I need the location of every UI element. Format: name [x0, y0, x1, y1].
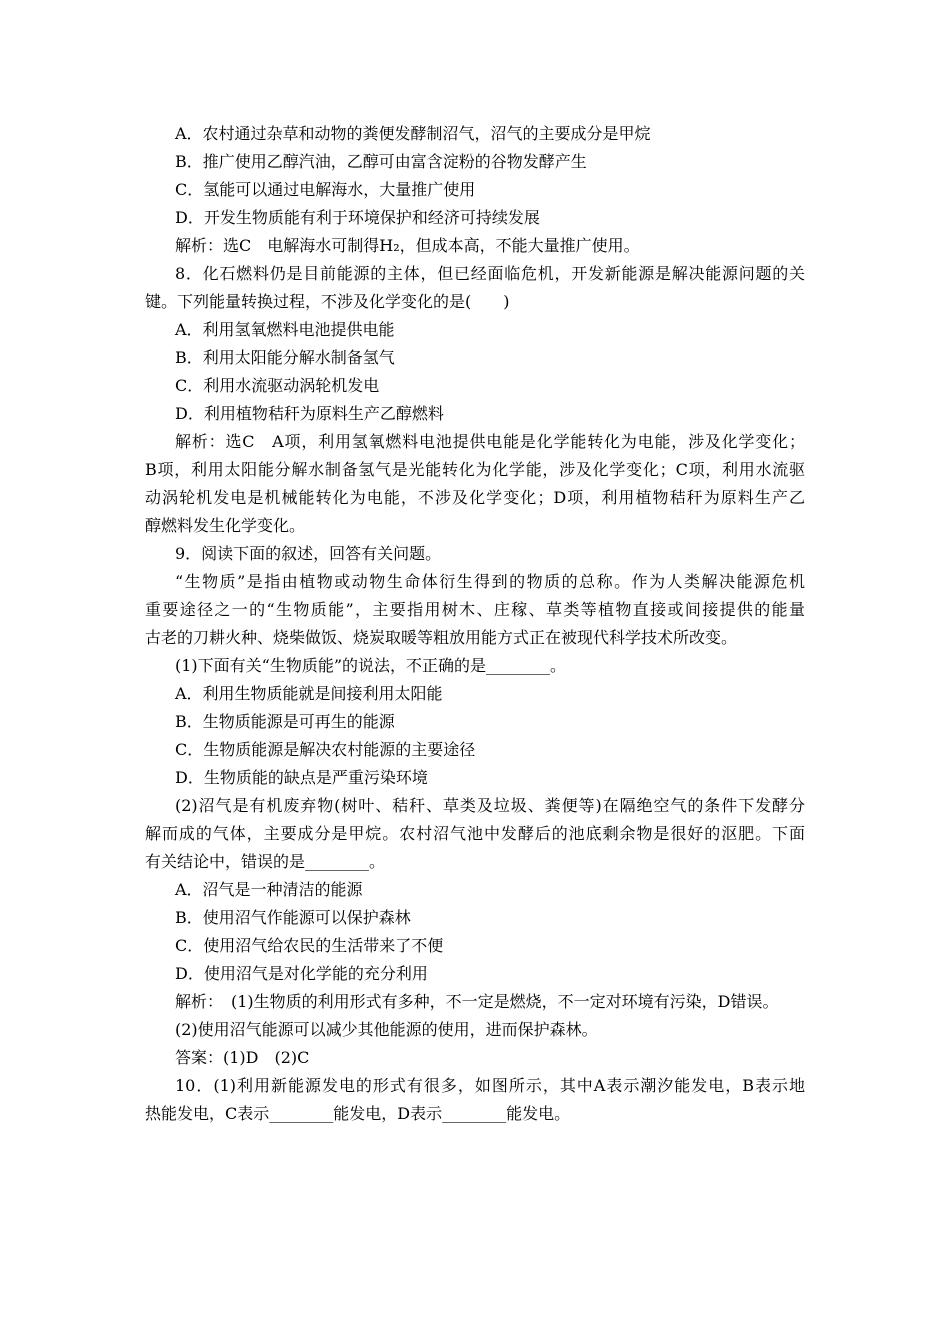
- analysis: 解析：选C A项，利用氢氧燃料电池提供电能是化学能转化为电能，涉及化学变化；: [175, 432, 805, 451]
- option-d: D．开发生物质能有利于环境保护和经济可持续发展: [175, 208, 540, 227]
- option-d: D．使用沼气是对化学能的充分利用: [175, 964, 428, 983]
- analysis: 醇燃料发生化学变化。: [145, 516, 306, 535]
- question-stem: 8．化石燃料仍是目前能源的主体，但已经面临危机，开发新能源是解决能源问题的关: [175, 264, 805, 283]
- analysis: (2)使用沼气能源可以减少其他能源的使用，进而保护森林。: [175, 1020, 598, 1039]
- option-a: A．利用氢氧燃料电池提供电能: [175, 320, 395, 339]
- question-stem: 热能发电，C表示________能发电，D表示________能发电。: [145, 1104, 571, 1123]
- question-stem: 9．阅读下面的叙述，回答有关问题。: [175, 544, 442, 563]
- question-9: [145, 540, 805, 1072]
- question-7: [145, 120, 805, 260]
- option-c: C．利用水流驱动涡轮机发电: [175, 376, 380, 395]
- question-stem: 10．(1)利用新能源发电的形式有很多，如图所示，其中A表示潮汐能发电，B表示地: [175, 1076, 805, 1095]
- question-8: [145, 260, 805, 540]
- option-d: D．生物质能的缺点是严重污染环境: [175, 768, 428, 787]
- passage: 古老的刀耕火种、烧柴做饭、烧炭取暖等粗放用能方式正在被现代科学技术所改变。: [145, 628, 738, 647]
- sub-question-2-stem: (2)沼气是有机废弃物(树叶、秸秆、草类及垃圾、粪便等)在隔绝空气的条件下发酵分: [175, 796, 805, 815]
- analysis: 动涡轮机发电是机械能转化为电能，不涉及化学变化；D项，利用植物秸秆为原料生产乙: [145, 488, 805, 507]
- analysis: B项，利用太阳能分解水制备氢气是光能转化为化学能，涉及化学变化；C项，利用水流驱: [145, 460, 805, 479]
- question-10: [145, 1072, 805, 1128]
- option-a: A．利用生物质能就是间接利用太阳能: [175, 684, 443, 703]
- option-c: C．氢能可以通过电解海水，大量推广使用: [175, 180, 476, 199]
- passage: 重要途径之一的“生物质能”，主要指用树木、庄稼、草类等植物直接或间接提供的能量: [145, 600, 805, 619]
- option-b: B．使用沼气作能源可以保护森林: [175, 908, 411, 927]
- answer: 答案：(1)D (2)C: [175, 1048, 310, 1067]
- document-body: [145, 120, 805, 1128]
- option-a: A．沼气是一种清洁的能源: [175, 880, 363, 899]
- sub-question-2-stem: 解而成的气体，主要成分是甲烷。农村沼气池中发酵后的池底剩余物是很好的沤肥。下面: [145, 824, 805, 843]
- option-d: D．利用植物秸秆为原料生产乙醇燃料: [175, 404, 444, 423]
- option-c: C．生物质能源是解决农村能源的主要途径: [175, 740, 476, 759]
- analysis: 解析： (1)生物质的利用形式有多种，不一定是燃烧，不一定对环境有污染，D错误。: [175, 992, 779, 1011]
- option-b: B．推广使用乙醇汽油，乙醇可由富含淀粉的谷物发酵产生: [175, 152, 587, 171]
- option-a: A．农村通过杂草和动物的粪便发酵制沼气，沼气的主要成分是甲烷: [175, 124, 651, 143]
- passage: “生物质”是指由植物或动物生命体衍生得到的物质的总称。作为人类解决能源危机: [175, 572, 805, 591]
- option-b: B．生物质能源是可再生的能源: [175, 712, 395, 731]
- analysis: 解析：选C 电解海水可制得H₂，但成本高，不能大量推广使用。: [175, 236, 640, 255]
- sub-question-2-stem: 有关结论中，错误的是________。: [145, 852, 386, 871]
- option-c: C．使用沼气给农民的生活带来了不便: [175, 936, 444, 955]
- question-stem: 键。下列能量转换过程，不涉及化学变化的是( ): [145, 292, 510, 311]
- sub-question-1-stem: (1)下面有关“生物质能”的说法，不正确的是________。: [175, 656, 567, 675]
- option-b: B．利用太阳能分解水制备氢气: [175, 348, 395, 367]
